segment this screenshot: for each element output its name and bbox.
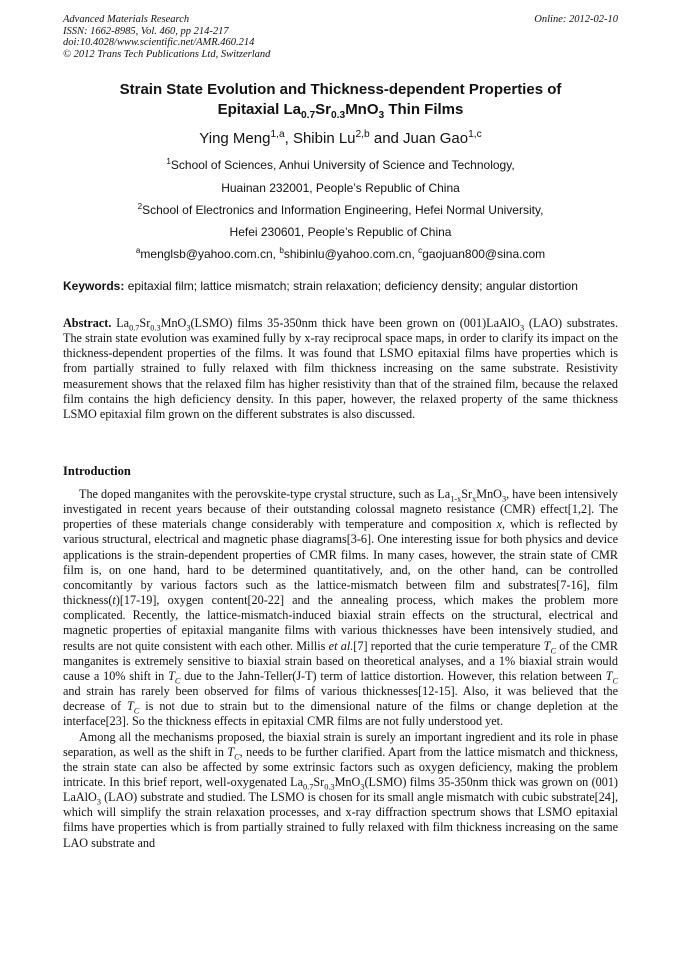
- affiliation-2-line-1: $^2$School of Electronics and Information Engineering, Hefei Normal University,: [137, 202, 544, 217]
- affiliation-2-line-2: Hefei 230601, People’s Republic of China: [229, 225, 452, 239]
- journal-header: [63, 14, 618, 60]
- online-date: Online: 2012-02-10: [534, 14, 618, 25]
- abstract-label: Abstract.: [63, 316, 112, 330]
- doi-line: doi:10.4028/www.scientific.net/AMR.460.214: [63, 37, 255, 48]
- intro-paragraph-2: Among all the mechanisms proposed, the biaxial strain is surely an important ingredient and its role in phase separation, as well as the shift in $T_C$, needs to be further clarified. Apart from the lattice mismatch and thickness, the strain state can also be affected by some extrinsic factors such as oxygen deficiency, making the problem intricate. In this brief report, well-oxygenated $La_{0.7}Sr_{0.3}MnO_3(LSMO)$ films 35-350nm thick was grown on (001) LaAlO$_3$ (LAO) substrate and studied. The LSMO is chosen for its small angle mismatch with cubic substrate[24], which will simplify the strain relaxation processes, and x-ray diffraction spectrum shows that LSMO epitaxial films have properties which is from partially strained to fully relaxed with film thickness increasing on the same LAO substrate and: [63, 729, 618, 850]
- title-line-2: Epitaxial $La_{0.7}Sr_{0.3}MnO_3$ Thin Films: [217, 101, 464, 121]
- abstract: Abstract. $La_{0.7}Sr_{0.3}MnO_3(LSMO)$ films 35-350nm thick have been grown on (001)LaAlO$_3$ (LAO) substrates. The strain state evolution was examined fully by x-ray reciprocal space maps, in order to clarify its impact on the thickness-dependent properties of the films. It was found that LSMO epitaxial films have properties which is from partially strained to fully relaxed with film thickness increasing on the same substrate. Resistivity measurement shows that the relaxed film has higher resistivity than that of the strained film, because the relaxed film contains the high deficiency density. In this paper, however, the relaxed property of the same thickness LSMO epitaxial film grown on the different substrates is also discussed.: [63, 316, 618, 421]
- introduction-body: [63, 487, 618, 851]
- keywords-label: Keywords:: [63, 279, 125, 293]
- intro-paragraph-1: The doped manganites with the perovskite-type crystal structure, such as $La_{1-x}Sr_xMnO_3$, have been intensively investigated in recent years because of their outstanding colossal magneto resistance (CMR) effect[1,2]. The properties of these materials change considerably with temperature and composition x, which is reflected by various structural, electrical and magnetic phase diagrams[3-6]. One interesting issue for both physics and device applications is the strain-dependent properties of CMR films. In many cases, however, the strain state of CMR film is, on one hand, hard to be determined quantitatively, and, on the other hand, can be controlled concomitantly by various factors such as the lattice-mismatch between film and substrates[7-16], film thickness(t)[17-19], oxygen content[20-22] and the annealing process, which makes the problem more complicated. Recently, the lattice-mismatch-induced biaxial strain effects on the structural, electrical and magnetic properties of epitaxial manganite films with various thicknesses have been intensively studied, and results are not quite consistent with each other. Millis et al.[7] reported that the curie temperature $T_C$ of the CMR manganites is extremely sensitive to biaxial strain based on theoretical analyses, and a 1% biaxial strain would cause a 10% shift in $T_C$ due to the Jahn-Teller(J-T) term of lattice distortion. However, this relation between $T_C$ and strain has rarely been observed for films of various thicknesses[12-15]. Also, it was believed that the decrease of $T_C$ is not due to strain but to the dimensional nature of the films or change depletion at the interface[23]. So the thickness effects in epitaxial CMR films are not fully understood yet.: [63, 487, 619, 729]
- affiliation-1-line-2: Huainan 232001, People’s Republic of China: [221, 181, 460, 195]
- paper-title: [63, 80, 618, 120]
- affiliation-1-line-1: $^1$School of Sciences, Anhui University of Science and Technology,: [166, 157, 515, 172]
- issn-line: ISSN: 1662-8985, Vol. 460, pp 214-217: [63, 25, 229, 37]
- title-line-1: Strain State Evolution and Thickness-dependent Properties of: [119, 81, 562, 98]
- author-list: Ying Meng$^{1,a}$, Shibin Lu$^{2,b}$ and Juan Gao$^{1,c}$: [199, 129, 482, 147]
- author-emails: $^a$menglsb@yahoo.com.cn, $^b$shibinlu@yahoo.com.cn, $^c$gaojuan800@sina.com: [135, 246, 546, 261]
- section-heading-introduction: Introduction: [63, 464, 131, 478]
- journal-name: Advanced Materials Research: [63, 14, 190, 25]
- keywords-text: epitaxial film; lattice mismatch; strain relaxation; deficiency density; angular distortion: [124, 279, 578, 293]
- keywords: [63, 279, 618, 293]
- copyright-line: © 2012 Trans Tech Publications Ltd, Switzerland: [63, 48, 271, 60]
